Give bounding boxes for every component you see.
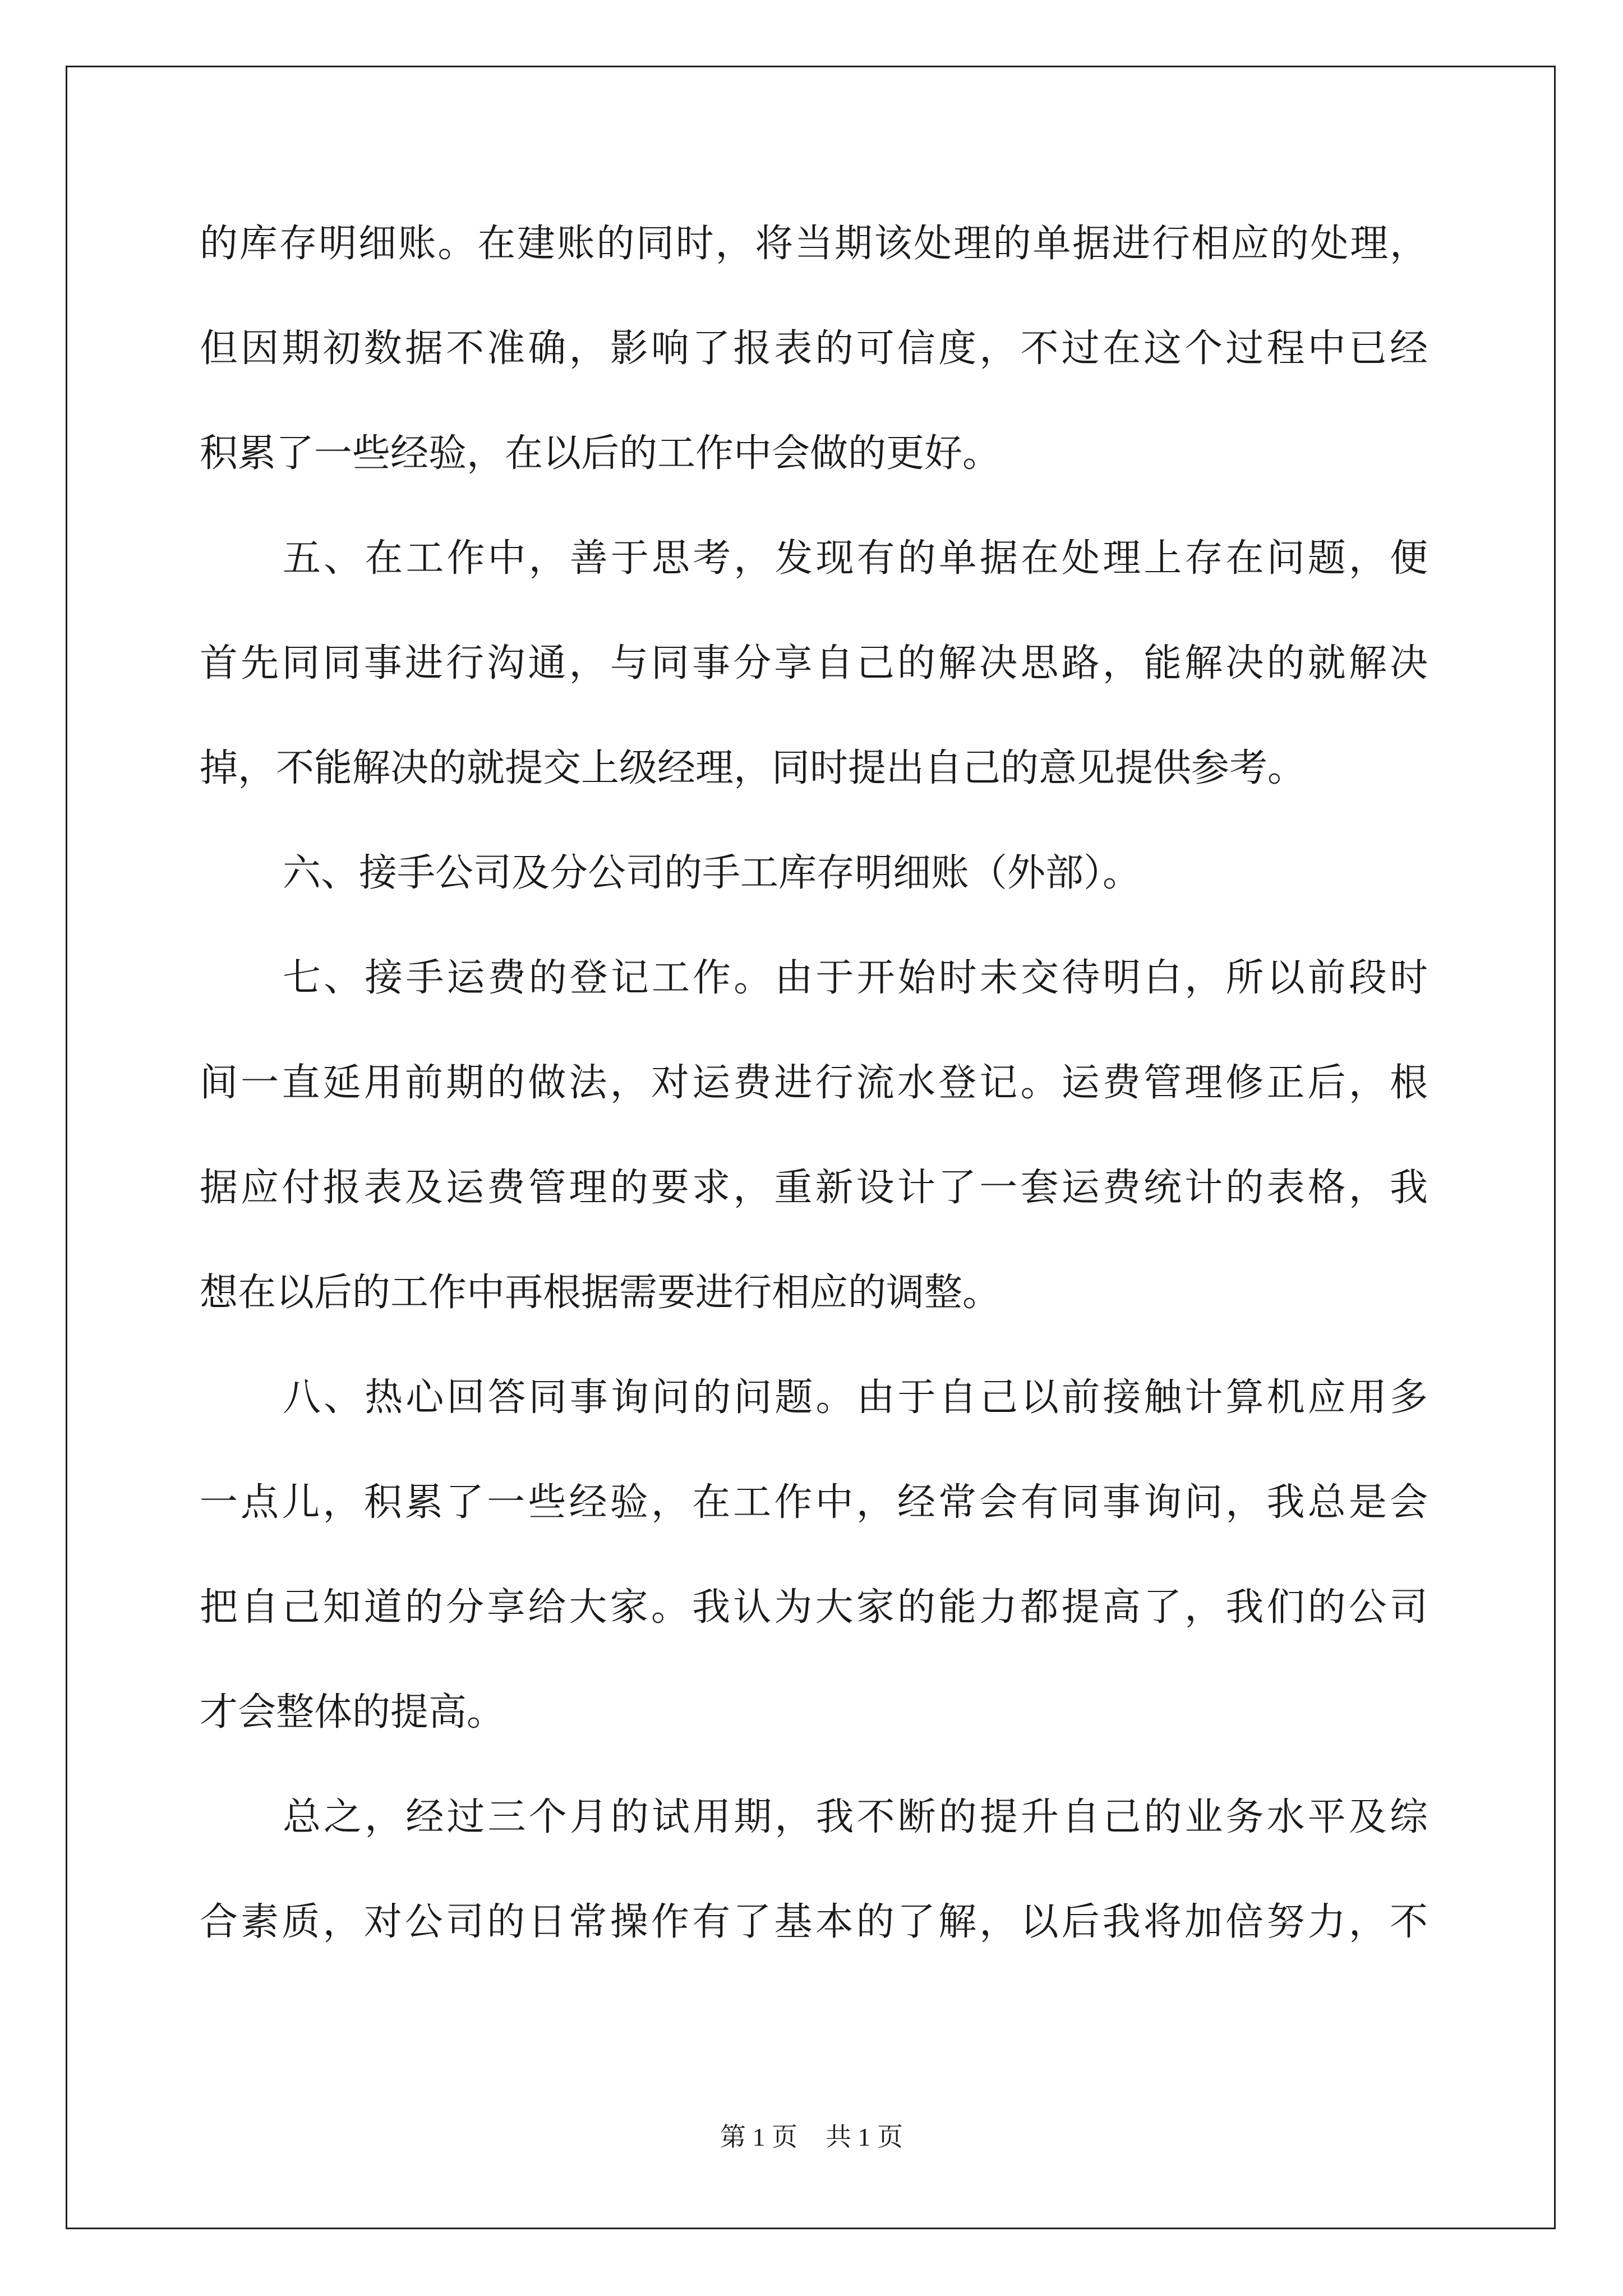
text-line: 总之，经过三个月的试用期，我不断的提升自己的业务水平及综	[283, 1795, 1428, 1839]
text-line: 六、接手公司及分公司的手工库存明细账（外部）。	[283, 851, 1141, 895]
text-line: 把自己知道的分享给大家。我认为大家的能力都提高了，我们的公司	[200, 1585, 1428, 1630]
text-line: 想在以后的工作中再根据需要进行相应的调整。	[200, 1271, 1001, 1315]
text-line: 合素质，对公司的日常操作有了基本的了解，以后我将加倍努力，不	[200, 1900, 1428, 1944]
page-footer	[0, 2120, 1623, 2154]
page-total: 共 1 页	[826, 2123, 903, 2151]
text-line: 积累了一些经验，在以后的工作中会做的更好。	[200, 431, 1001, 476]
text-line: 间一直延用前期的做法，对运费进行流水登记。运费管理修正后，根	[200, 1061, 1428, 1105]
text-line: 的库存明细账。在建账的同时，将当期该处理的单据进行相应的处理，	[200, 222, 1428, 266]
text-line: 掉，不能解决的就提交上级经理，同时提出自己的意见提供参考。	[200, 746, 1306, 790]
text-line: 才会整体的提高。	[200, 1690, 505, 1734]
document-body	[200, 213, 1428, 1996]
text-line: 但因期初数据不准确，影响了报表的可信度，不过在这个过程中已经	[200, 326, 1428, 371]
text-line: 一点儿，积累了一些经验，在工作中，经常会有同事询问，我总是会	[200, 1480, 1428, 1525]
text-line: 八、热心回答同事询问的问题。由于自己以前接触计算机应用多	[283, 1375, 1428, 1420]
page-number: 第 1 页	[720, 2123, 797, 2151]
text-line: 五、在工作中，善于思考，发现有的单据在处理上存在问题，便	[283, 536, 1428, 581]
text-line: 首先同同事进行沟通，与同事分享自己的解决思路，能解决的就解决	[200, 641, 1428, 685]
text-line: 据应付报表及运费管理的要求，重新设计了一套运费统计的表格，我	[200, 1166, 1428, 1210]
text-line: 七、接手运费的登记工作。由于开始时未交待明白，所以前段时	[283, 956, 1428, 1000]
